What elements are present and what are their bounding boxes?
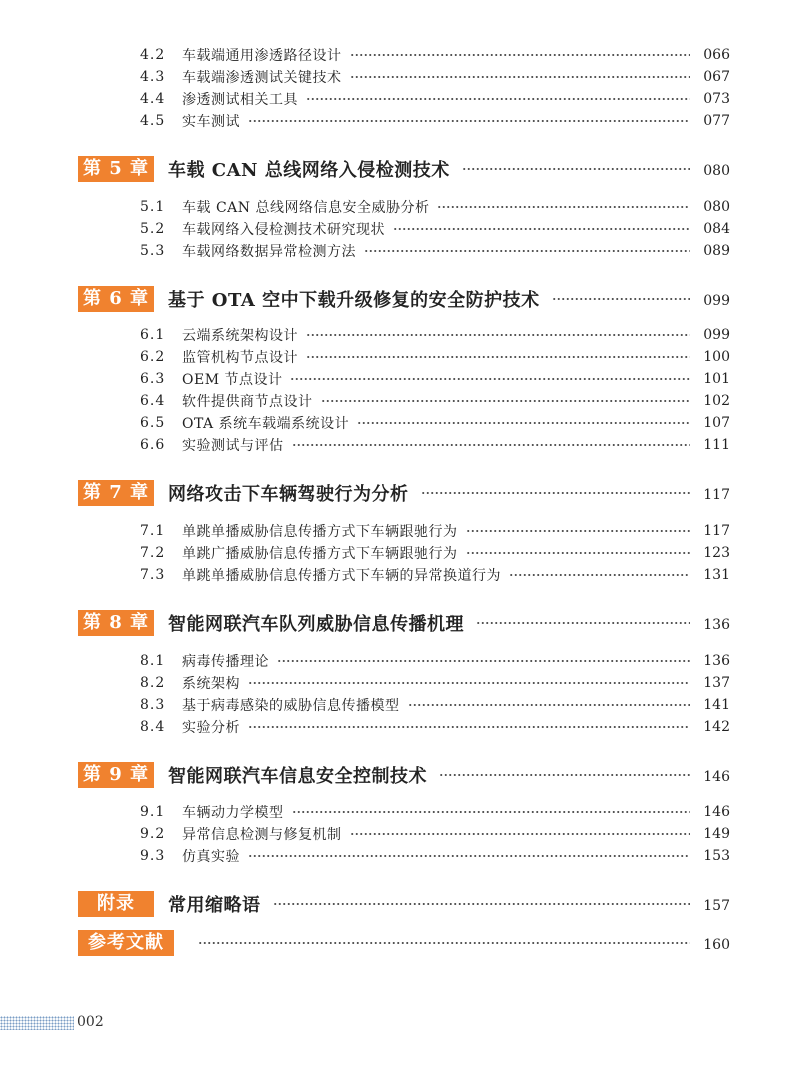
section-number: 6.3 — [140, 371, 166, 387]
section-title: 系统架构 — [182, 676, 240, 692]
section-title: 单跳单播威胁信息传播方式下车辆跟驰行为 — [182, 524, 458, 540]
section-page-number: 123 — [703, 545, 730, 561]
section-title: 云端系统架构设计 — [182, 328, 298, 344]
chapter-title: 网络攻击下车辆驾驶行为分析 — [168, 484, 409, 505]
section-number: 6.4 — [140, 393, 166, 409]
chapter-page-number: 080 — [703, 163, 730, 179]
chapter-badge: 第 7 章 — [78, 480, 154, 506]
section-number: 6.6 — [140, 437, 166, 453]
dot-leader — [248, 678, 690, 688]
section-title: 软件提供商节点设计 — [182, 394, 313, 410]
section-number: 7.2 — [140, 545, 166, 561]
dot-leader — [290, 374, 690, 384]
section-title: 基于病毒感染的威胁信息传播模型 — [182, 698, 400, 714]
section-title: OEM 节点设计 — [182, 372, 283, 388]
toc-chapter — [78, 155, 730, 183]
dot-leader — [321, 396, 691, 406]
section-number: 8.3 — [140, 697, 166, 713]
toc-section — [140, 716, 730, 738]
section-page-number: 066 — [703, 47, 730, 63]
toc-section — [140, 520, 730, 542]
toc-section — [140, 672, 730, 694]
section-title: 实验测试与评估 — [182, 438, 284, 454]
dot-leader — [437, 202, 690, 212]
section-page-number: 099 — [703, 327, 730, 343]
dot-leader — [350, 72, 691, 82]
section-number: 9.2 — [140, 826, 166, 842]
section-title: 实车测试 — [182, 114, 240, 130]
section-title: 车载网络入侵检测技术研究现状 — [182, 222, 385, 238]
chapter-page-number: 157 — [703, 898, 730, 914]
section-page-number: 153 — [703, 848, 730, 864]
section-page-number: 089 — [703, 243, 730, 259]
section-page-number: 073 — [703, 91, 730, 107]
section-page-number: 107 — [703, 415, 730, 431]
toc-section — [140, 346, 730, 368]
chapter-badge: 参考文献 — [78, 930, 174, 956]
section-number: 6.2 — [140, 349, 166, 365]
section-page-number: 141 — [703, 697, 730, 713]
section-number: 7.3 — [140, 567, 166, 583]
toc-section — [140, 412, 730, 434]
section-title: 仿真实验 — [182, 849, 240, 865]
dot-leader — [198, 938, 690, 948]
section-number: 9.1 — [140, 804, 166, 820]
section-number: 6.5 — [140, 415, 166, 431]
section-number: 4.4 — [140, 91, 166, 107]
dot-leader — [466, 526, 691, 536]
section-number: 8.4 — [140, 719, 166, 735]
chapter-badge: 第 5 章 — [78, 156, 154, 182]
section-title: 车载 CAN 总线网络信息安全威胁分析 — [182, 200, 430, 216]
chapter-title: 车载 CAN 总线网络入侵检测技术 — [168, 160, 450, 181]
section-number: 4.5 — [140, 113, 166, 129]
footer-dot-pattern — [0, 1016, 74, 1030]
chapter-page-number: 117 — [703, 487, 730, 503]
dot-leader — [393, 224, 690, 234]
section-title: OTA 系统车载端系统设计 — [182, 416, 350, 432]
toc-section — [140, 564, 730, 586]
toc-chapter — [78, 609, 730, 637]
section-page-number: 101 — [703, 371, 730, 387]
dot-leader — [462, 164, 690, 174]
toc-section — [140, 196, 730, 218]
dot-leader — [350, 829, 691, 839]
chapter-page-number: 099 — [703, 293, 730, 309]
toc-section — [140, 845, 730, 867]
dot-leader — [292, 440, 691, 450]
toc-section — [140, 542, 730, 564]
dot-leader — [466, 548, 691, 558]
section-page-number: 146 — [703, 804, 730, 820]
section-title: 单跳单播威胁信息传播方式下车辆的异常换道行为 — [182, 568, 501, 584]
section-number: 4.2 — [140, 47, 166, 63]
section-number: 5.2 — [140, 221, 166, 237]
dot-leader — [364, 246, 690, 256]
chapter-page-number: 160 — [703, 937, 730, 953]
section-title: 异常信息检测与修复机制 — [182, 827, 342, 843]
chapter-title: 常用缩略语 — [168, 895, 261, 916]
chapter-page-number: 136 — [703, 617, 730, 633]
section-page-number: 142 — [703, 719, 730, 735]
section-title: 车辆动力学模型 — [182, 805, 284, 821]
toc-section — [140, 324, 730, 346]
chapter-page-number: 146 — [703, 769, 730, 785]
section-page-number: 084 — [703, 221, 730, 237]
toc-section — [140, 110, 730, 132]
section-number: 7.1 — [140, 523, 166, 539]
section-number: 5.3 — [140, 243, 166, 259]
toc-section — [140, 801, 730, 823]
section-page-number: 117 — [703, 523, 730, 539]
section-number: 8.2 — [140, 675, 166, 691]
section-title: 实验分析 — [182, 720, 240, 736]
toc-chapter — [78, 890, 730, 918]
toc-section — [140, 434, 730, 456]
section-page-number: 067 — [703, 69, 730, 85]
dot-leader — [509, 570, 690, 580]
toc-section — [140, 44, 730, 66]
section-page-number: 102 — [703, 393, 730, 409]
toc-section — [140, 823, 730, 845]
section-title: 车载端通用渗透路径设计 — [182, 48, 342, 64]
dot-leader — [350, 50, 691, 60]
toc-section — [140, 88, 730, 110]
toc-chapter — [78, 929, 730, 957]
section-page-number: 080 — [703, 199, 730, 215]
dot-leader — [277, 656, 690, 666]
toc-section — [140, 694, 730, 716]
chapter-title: 基于 OTA 空中下载升级修复的安全防护技术 — [168, 290, 540, 311]
chapter-badge: 第 8 章 — [78, 610, 154, 636]
section-page-number: 100 — [703, 349, 730, 365]
section-title: 车载网络数据异常检测方法 — [182, 244, 356, 260]
toc-section — [140, 368, 730, 390]
section-page-number: 111 — [703, 437, 730, 453]
chapter-title: 智能网联汽车信息安全控制技术 — [168, 766, 427, 787]
section-title: 病毒传播理论 — [182, 654, 269, 670]
dot-leader — [421, 488, 691, 498]
dot-leader — [439, 770, 690, 780]
section-title: 车载端渗透测试关键技术 — [182, 70, 342, 86]
chapter-badge: 附录 — [78, 891, 154, 917]
toc-section — [140, 66, 730, 88]
chapter-badge: 第 9 章 — [78, 762, 154, 788]
toc-chapter — [78, 285, 730, 313]
section-title: 渗透测试相关工具 — [182, 92, 298, 108]
footer-page-number: 002 — [77, 1014, 104, 1030]
dot-leader — [552, 294, 690, 304]
dot-leader — [357, 418, 690, 428]
section-title: 单跳广播威胁信息传播方式下车辆跟驰行为 — [182, 546, 458, 562]
toc-chapter — [78, 761, 730, 789]
dot-leader — [476, 618, 690, 628]
section-number: 5.1 — [140, 199, 166, 215]
section-page-number: 137 — [703, 675, 730, 691]
toc-section — [140, 390, 730, 412]
section-number: 6.1 — [140, 327, 166, 343]
dot-leader — [306, 352, 690, 362]
section-page-number: 131 — [703, 567, 730, 583]
chapter-badge: 第 6 章 — [78, 286, 154, 312]
section-title: 监管机构节点设计 — [182, 350, 298, 366]
dot-leader — [248, 722, 690, 732]
chapter-title: 智能网联汽车队列威胁信息传播机理 — [168, 614, 464, 635]
toc-section — [140, 650, 730, 672]
dot-leader — [306, 330, 690, 340]
section-page-number: 077 — [703, 113, 730, 129]
toc-section — [140, 240, 730, 262]
dot-leader — [408, 700, 691, 710]
section-number: 4.3 — [140, 69, 166, 85]
dot-leader — [306, 94, 690, 104]
section-page-number: 149 — [703, 826, 730, 842]
section-page-number: 136 — [703, 653, 730, 669]
section-number: 8.1 — [140, 653, 166, 669]
section-number: 9.3 — [140, 848, 166, 864]
dot-leader — [292, 807, 691, 817]
dot-leader — [248, 851, 690, 861]
toc-section — [140, 218, 730, 240]
dot-leader — [273, 899, 691, 909]
dot-leader — [248, 116, 690, 126]
toc-chapter — [78, 479, 730, 507]
